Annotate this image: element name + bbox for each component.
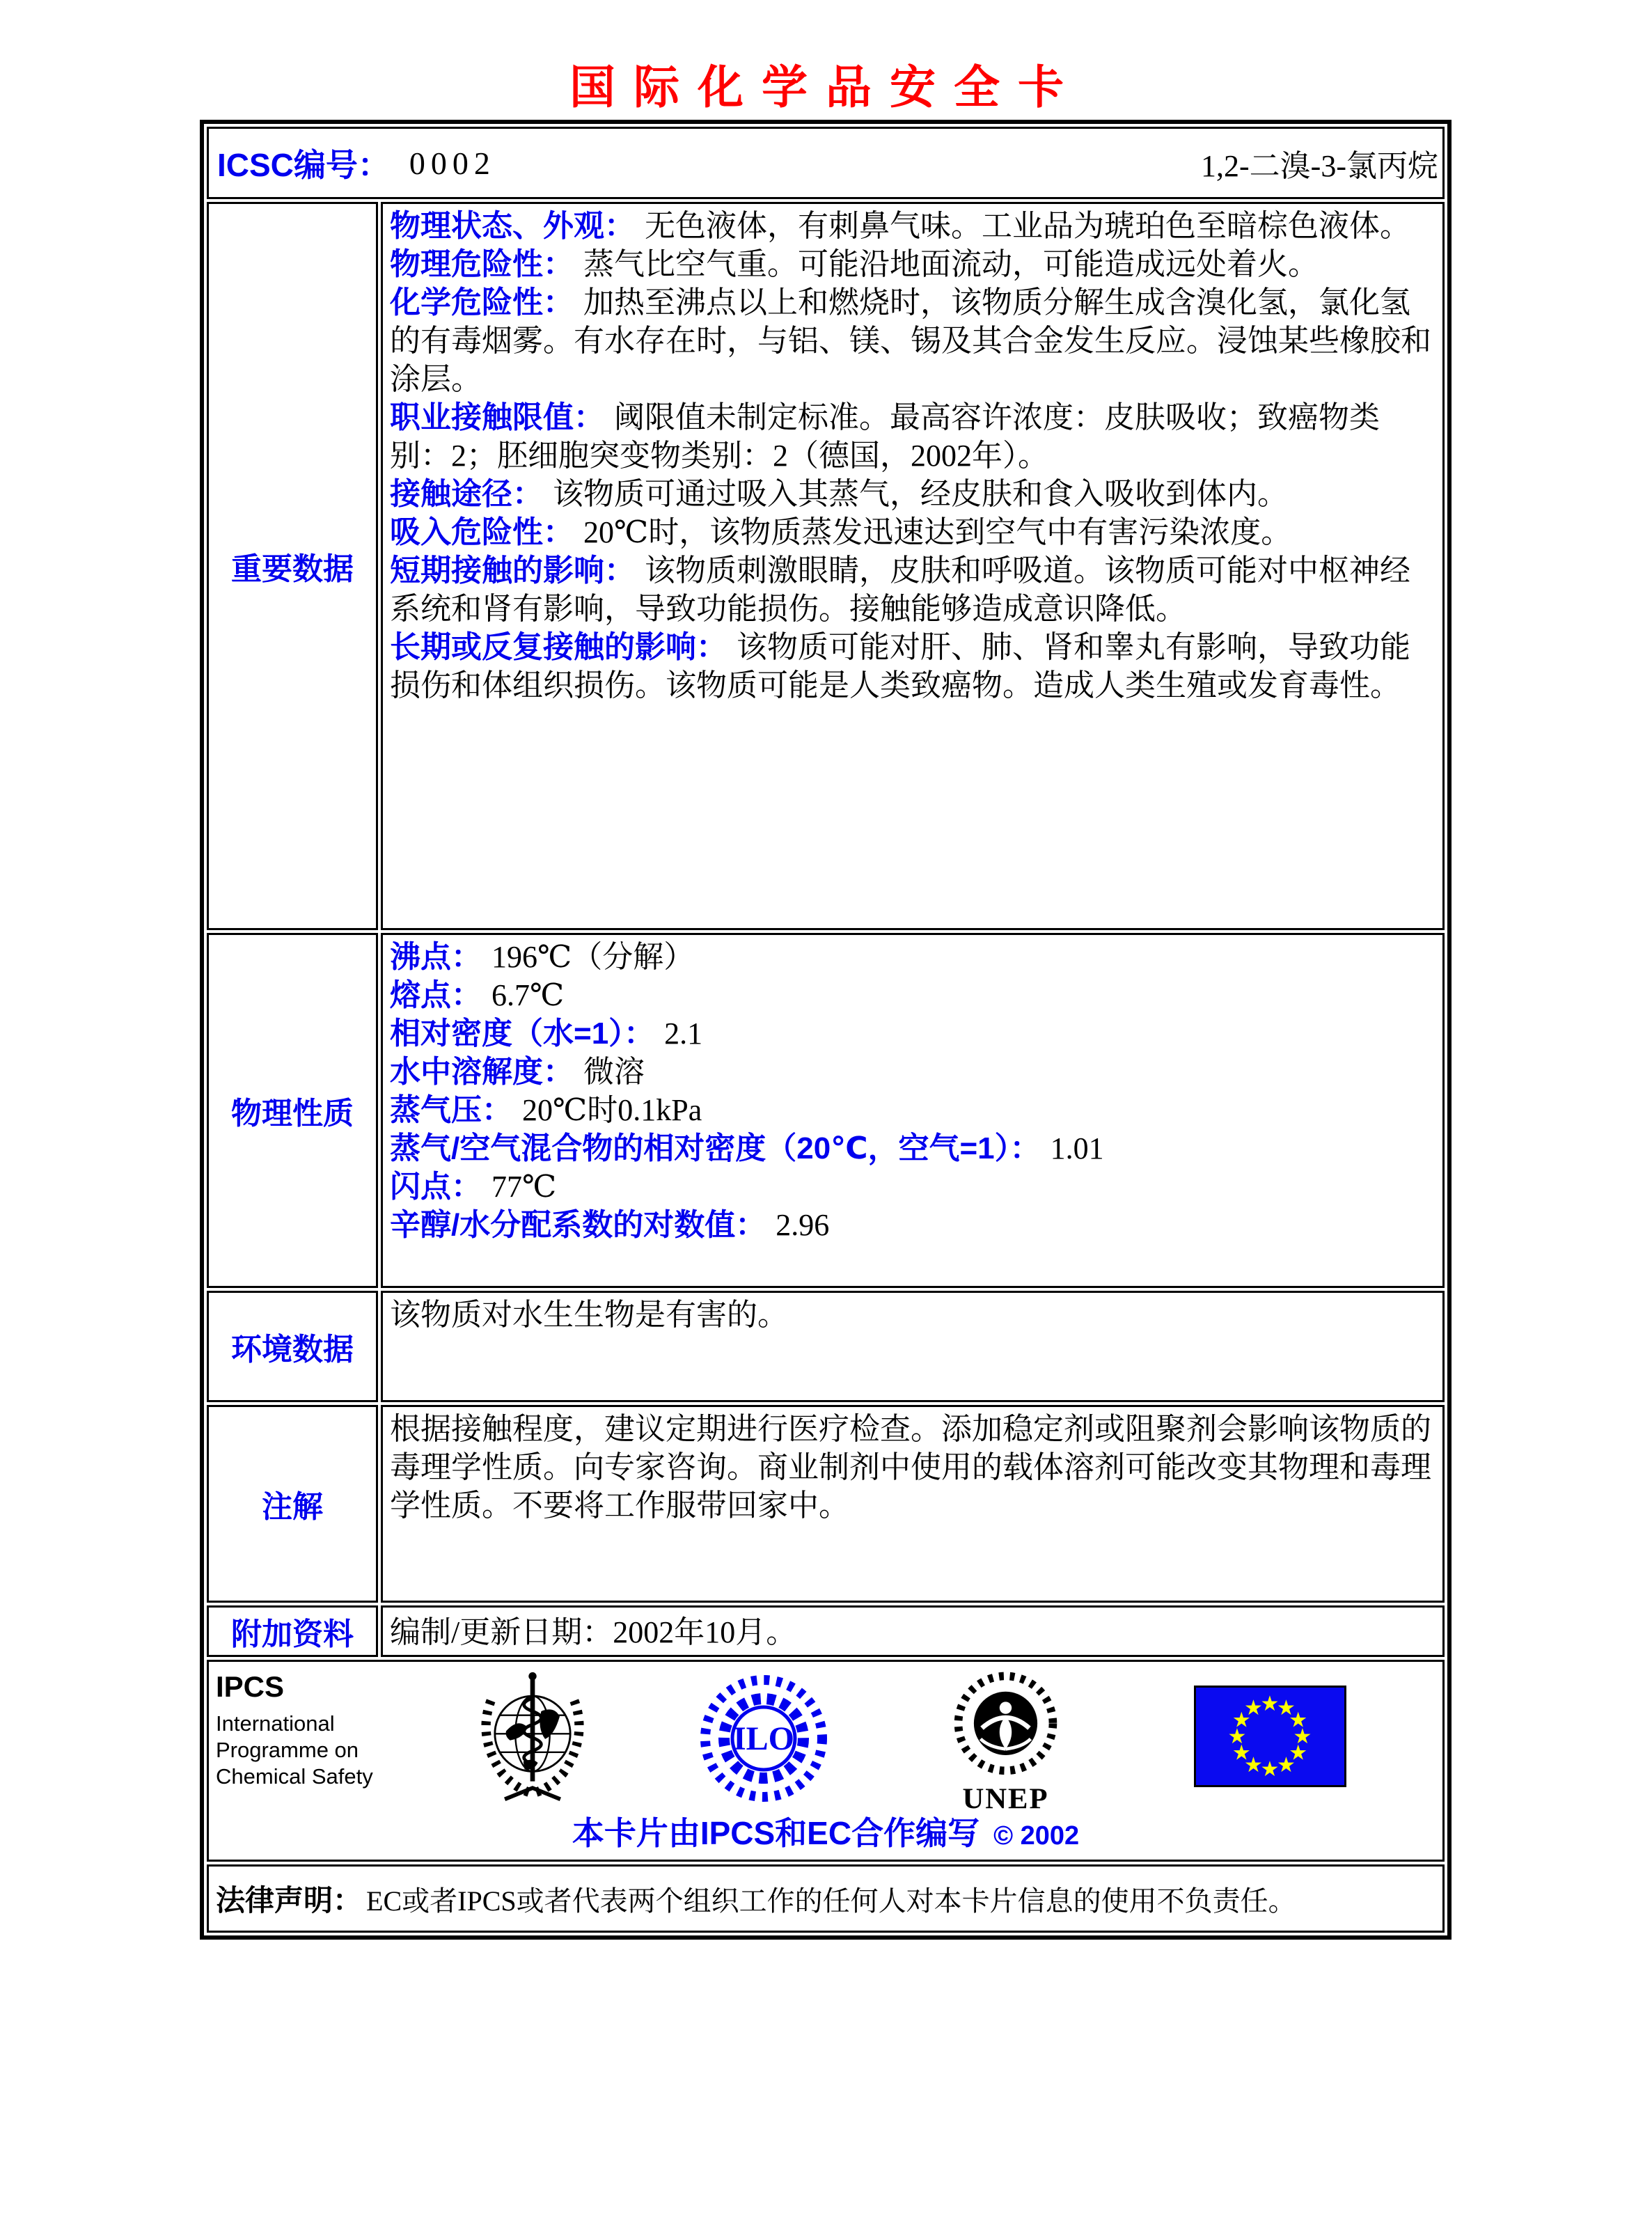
field-label: 闪点：	[390, 1170, 482, 1204]
field-value: 1.01	[1050, 1131, 1104, 1165]
ilo-logo-icon	[691, 1670, 837, 1809]
field-value: 微溶	[583, 1055, 645, 1089]
svg-text:★: ★	[1289, 1708, 1308, 1733]
field-row	[390, 1091, 1437, 1129]
eu-flag-icon	[1194, 1686, 1346, 1787]
icsc-card-table	[200, 120, 1452, 1940]
who-logo-icon	[466, 1667, 599, 1807]
field-value: 6.7℃	[491, 978, 565, 1012]
ipcs-title: IPCS	[216, 1670, 285, 1703]
field-label: 熔点：	[390, 978, 482, 1012]
ipcs-subtitle-line: Chemical Safety	[216, 1764, 373, 1789]
svg-text:★: ★	[1232, 1741, 1251, 1766]
section-label-environmental-data: 环境数据	[207, 1291, 378, 1402]
field-label: 水中溶解度：	[390, 1055, 574, 1089]
field-row	[390, 628, 1437, 705]
field-value: 2.1	[664, 1016, 703, 1051]
field-label: 蒸气压：	[390, 1093, 512, 1127]
section-content-environmental-data	[381, 1291, 1445, 1402]
header-cell	[207, 127, 1445, 199]
field-value: 该物质对水生生物是有害的。	[390, 1298, 788, 1332]
field-row	[390, 1168, 1437, 1206]
section-content-notes	[381, 1405, 1445, 1603]
field-row	[390, 1206, 1437, 1244]
section-label-important-data: 重要数据	[207, 202, 378, 930]
field-row	[390, 938, 1437, 976]
svg-text:★: ★	[1260, 1757, 1280, 1782]
field-value: 蒸气比空气重。可能沿地面流动，可能造成远处着火。	[583, 247, 1319, 281]
section-row-important-data	[207, 202, 1445, 930]
section-row-environmental-data	[207, 1291, 1445, 1402]
field-row	[390, 283, 1437, 398]
svg-text:UNEP: UNEP	[962, 1782, 1049, 1816]
logos-row	[207, 1660, 1445, 1862]
svg-text:★: ★	[1289, 1741, 1308, 1766]
svg-text:★: ★	[1293, 1725, 1312, 1749]
field-value: 阈限值未制定标准。最高容许浓度：皮肤吸收；致癌物类别：2；胚细胞突变物类别：2（德国，2002年）。	[390, 400, 1380, 473]
chemical-name: 1,2-二溴-3-氯丙烷	[1201, 149, 1438, 183]
field-row	[390, 1296, 1437, 1334]
legal-cell	[207, 1864, 1445, 1933]
svg-text:★: ★	[1277, 1753, 1296, 1777]
svg-text:ILO: ILO	[732, 1720, 795, 1757]
section-row-notes	[207, 1405, 1445, 1603]
field-value: 77℃	[491, 1170, 557, 1204]
field-value: 该物质刺激眼睛，皮肤和呼吸道。该物质可能对中枢神经系统和肾有影响，导致功能损伤。接触能够造成意识降低。	[390, 553, 1410, 626]
page-title: 国际化学品安全卡	[569, 61, 1082, 113]
svg-text:★: ★	[1260, 1692, 1280, 1716]
section-label-physical-properties: 物理性质	[207, 933, 378, 1288]
field-value: 加热至沸点以上和燃烧时，该物质分解生成含溴化氢，氯化氢的有毒烟雾。有水存在时，与铝、镁、锡及其合金发生反应。浸蚀某些橡胶和涂层。	[390, 285, 1431, 396]
field-row	[390, 513, 1437, 551]
field-value: 2.96	[776, 1208, 830, 1242]
field-value: 该物质可能对肝、肺、肾和睾丸有影响，导致功能损伤和体组织损伤。该物质可能是人类致癌物。造成人类生殖或发育毒性。	[390, 630, 1410, 702]
field-label: 物理危险性：	[390, 247, 574, 281]
icsc-number-label: ICSC编号：	[217, 147, 390, 183]
field-label: 长期或反复接触的影响：	[390, 630, 727, 664]
field-value: 该物质可通过吸入其蒸气，经皮肤和食入吸收到体内。	[553, 477, 1288, 511]
ipcs-subtitle-line: Programme on	[216, 1738, 359, 1762]
field-value: 编制/更新日期：2002年10月。	[390, 1615, 797, 1649]
logos-cell	[207, 1660, 1445, 1862]
legal-text: EC或者IPCS或者代表两个组织工作的任何人对本卡片信息的使用不负责任。	[366, 1885, 1296, 1917]
legal-label: 法律声明：	[216, 1884, 363, 1917]
field-value: 20℃时0.1kPa	[522, 1093, 702, 1127]
field-label: 相对密度（水=1）：	[390, 1016, 655, 1051]
field-row	[390, 1129, 1437, 1168]
svg-text:★: ★	[1277, 1696, 1296, 1720]
svg-text:★: ★	[1244, 1696, 1263, 1720]
field-label: 辛醇/水分配系数的对数值：	[390, 1208, 766, 1242]
unep-logo-icon	[948, 1669, 1063, 1818]
field-row	[390, 207, 1437, 245]
field-label: 沸点：	[390, 940, 482, 974]
ipcs-block	[216, 1670, 373, 1790]
svg-text:★: ★	[1227, 1725, 1247, 1749]
section-content-physical-properties	[381, 933, 1445, 1288]
section-content-important-data	[381, 202, 1445, 930]
footer-caption	[209, 1808, 1442, 1854]
icsc-number-value: 0002	[409, 145, 496, 181]
svg-text:★: ★	[1244, 1753, 1263, 1777]
field-row	[390, 475, 1437, 513]
svg-text:★: ★	[1232, 1708, 1251, 1733]
section-row-physical-properties	[207, 933, 1445, 1288]
field-row	[390, 1053, 1437, 1091]
field-value: 无色液体，有刺鼻气味。工业品为琥珀色至暗棕色液体。	[645, 209, 1410, 243]
ipcs-subtitle-line: International	[216, 1711, 335, 1736]
field-label: 蒸气/空气混合物的相对密度（20℃，空气=1）：	[390, 1131, 1041, 1165]
field-value: 根据接触程度，建议定期进行医疗检查。添加稳定剂或阻聚剂会影响该物质的毒理学性质。向专家咨询。商业制剂中使用的载体溶剂可能改变其物理和毒理学性质。不要将工作服带回家中。	[390, 1412, 1431, 1523]
field-label: 职业接触限值：	[390, 400, 604, 434]
field-row	[390, 245, 1437, 283]
field-value: 196℃（分解）	[491, 940, 695, 974]
field-row	[390, 1014, 1437, 1053]
section-row-additional-info	[207, 1605, 1445, 1657]
field-label: 物理状态、外观：	[390, 209, 635, 243]
field-label: 短期接触的影响：	[390, 553, 635, 588]
section-label-notes: 注解	[207, 1405, 378, 1603]
section-label-additional-info: 附加资料	[207, 1605, 378, 1657]
header-row	[207, 127, 1445, 199]
field-row	[390, 976, 1437, 1014]
field-value: 20℃时，该物质蒸发迅速达到空气中有害污染浓度。	[583, 515, 1292, 549]
legal-row	[207, 1864, 1445, 1933]
field-row	[390, 1410, 1437, 1525]
field-label: 化学危险性：	[390, 285, 574, 320]
field-label: 吸入危险性：	[390, 515, 574, 549]
field-row	[390, 1613, 1437, 1651]
field-label: 接触途径：	[390, 477, 543, 511]
footer-copyright: © 2002	[993, 1821, 1080, 1851]
footer-caption-text: 本卡片由IPCS和EC合作编写	[572, 1815, 980, 1851]
field-row	[390, 398, 1437, 475]
section-content-additional-info	[381, 1605, 1445, 1657]
field-row	[390, 551, 1437, 628]
